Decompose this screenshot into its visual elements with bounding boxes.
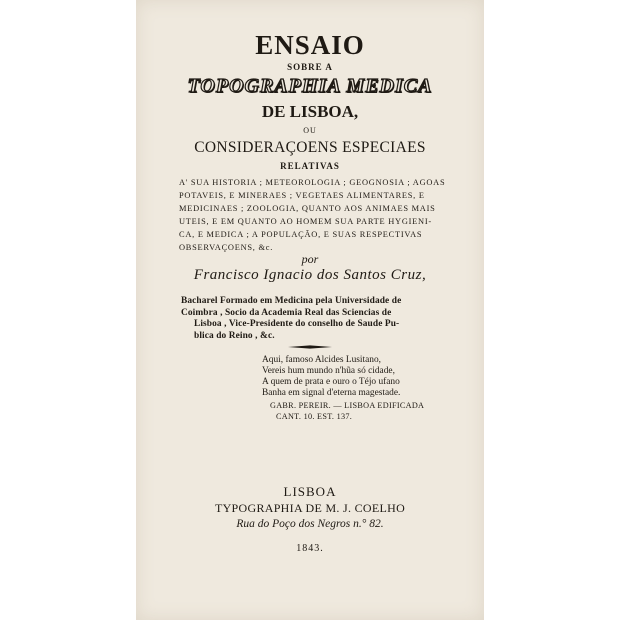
- title-relativas: RELATIVAS: [280, 161, 340, 171]
- epigraph-reference: CANT. 10. EST. 137.: [276, 412, 353, 421]
- title-topografia: TOPOGRAPHIA MEDICA: [187, 75, 433, 97]
- title-sobre: SOBRE A: [287, 62, 333, 72]
- by-label: por: [301, 252, 319, 266]
- epigraph-source: GABR. PEREIR. — LISBOA EDIFICADA: [270, 401, 425, 410]
- epigraph-line: Aqui, famoso Alcides Lusitano,: [262, 355, 381, 365]
- imprint-address: Rua do Poço dos Negros n.° 82.: [236, 518, 384, 530]
- imprint-printer: TYPOGRAPHIA DE M. J. COELHO: [214, 501, 406, 515]
- subject-line: MEDICINAES ; ZOOLOGIA, QUANTO AOS ANIMAES MAIS: [179, 204, 436, 213]
- subject-line: UTEIS, E EM QUANTO AO HOMEM SUA PARTE HYGIENI-: [179, 217, 432, 226]
- title-main: ENSAIO: [255, 30, 365, 60]
- epigraph-line: Banha em signal d'eterna magestade.: [262, 388, 401, 398]
- title-lisboa: DE LISBOA,: [261, 102, 359, 121]
- subject-line: CA, E MEDICA ; A POPULAÇÃO, E SUAS RESPECTIVAS: [179, 230, 423, 239]
- subject-line: POTAVEIS, E MINERAES ; VEGETAES ALIMENTARES, E: [179, 191, 425, 200]
- epigraph-line: Vereis hum mundo n'hũa só cidade,: [262, 366, 395, 376]
- credential-line: Bacharel Formado em Medicina pela Universidade de: [181, 296, 402, 306]
- author-name: Francisco Ignacio dos Santos Cruz,: [193, 267, 427, 283]
- imprint-year: 1843.: [296, 543, 324, 554]
- credential-line: Coimbra , Socio da Academia Real das Sciencias de: [181, 307, 392, 318]
- credential-line: Lisboa , Vice-Presidente do conselho de Saude Pu-: [194, 319, 400, 329]
- imprint-city: LISBOA: [283, 484, 337, 499]
- credential-line: blica do Reino , &c.: [194, 330, 275, 341]
- title-consideracoes: CONSIDERAÇOENS ESPECIAES: [194, 139, 426, 156]
- subject-line: A' SUA HISTORIA ; METEOROLOGIA ; GEOGNOSIA ; AGOAS: [179, 178, 446, 187]
- title-page: [136, 0, 484, 620]
- ornament-divider: [288, 345, 332, 349]
- epigraph-line: A quem de prata e ouro o Téjo ufano: [262, 377, 400, 387]
- subject-line: OBSERVAÇOENS, &c.: [179, 243, 274, 252]
- title-ou: OU: [303, 126, 317, 135]
